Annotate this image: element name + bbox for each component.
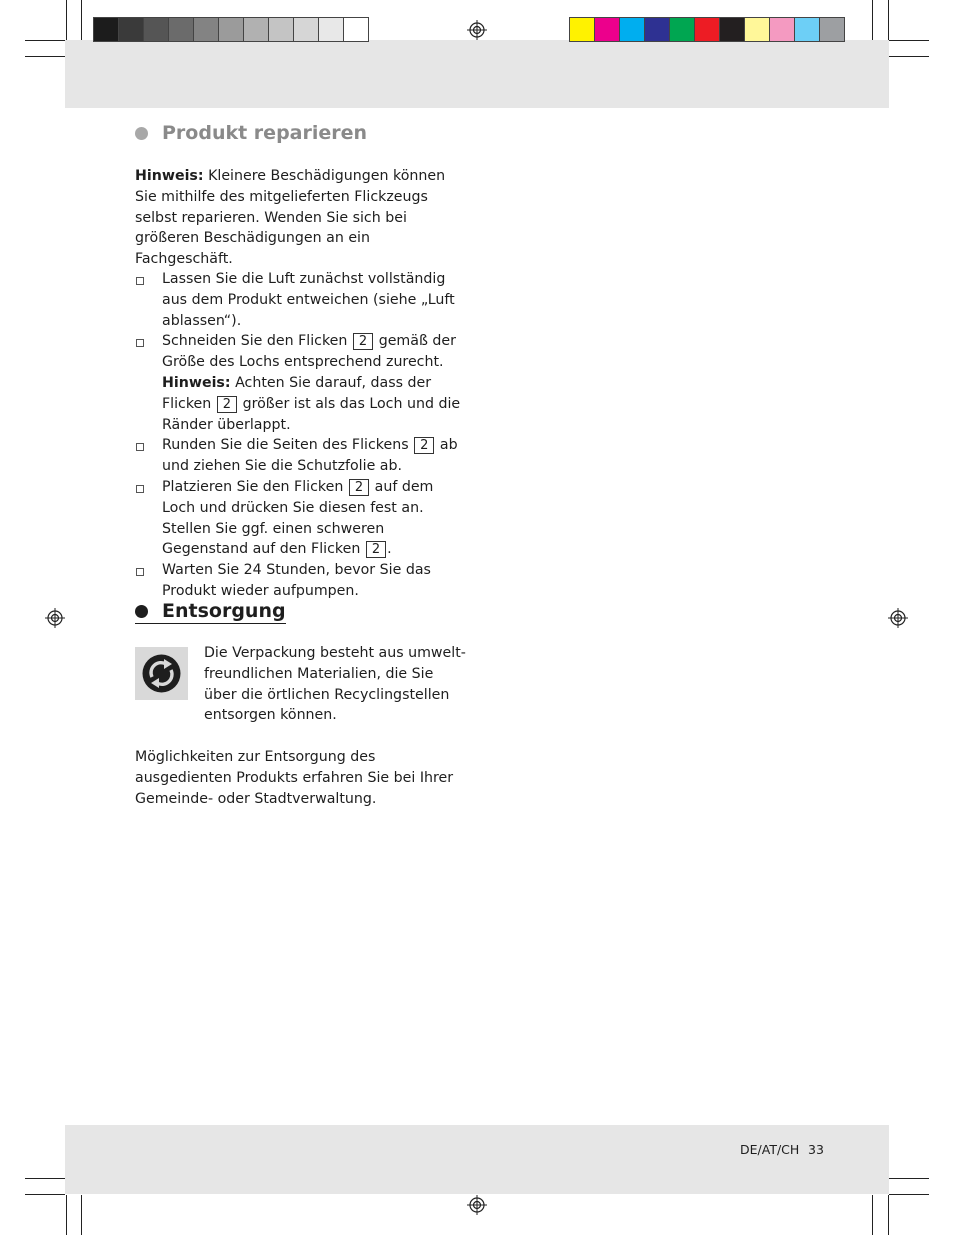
crop-mark (872, 0, 873, 40)
section-title: Produkt reparieren (162, 122, 368, 144)
grayscale-color-bar (93, 17, 368, 42)
part-reference: 2 (353, 333, 373, 350)
crop-mark (25, 56, 65, 57)
list-item (135, 331, 470, 435)
process-color-swatch (769, 17, 795, 42)
step-text: auf dem Loch und drücken Sie diesen fest an. Stellen Sie ggf. einen schweren Gegenstand auf den Flicken (162, 478, 434, 558)
checkbox-bullet-icon (136, 277, 144, 285)
crop-mark (888, 1195, 889, 1235)
process-color-swatch (594, 17, 620, 42)
grayscale-swatch (143, 17, 169, 42)
process-color-swatch (744, 17, 770, 42)
crop-mark (25, 40, 65, 41)
note-text: Kleinere Beschädigungen können Sie mithilfe des mitgelieferten Flickzeugs selbst reparieren. Wenden Sie sich bei größeren Beschädigungen an ein Fachgeschäft. (135, 168, 446, 268)
part-reference: 2 (414, 437, 434, 454)
step-text: gemäß der Größe des Lochs entsprechend zurecht. (162, 333, 456, 371)
green-dot-recycle-icon (135, 647, 188, 700)
part-reference: 2 (349, 479, 369, 496)
header-band (65, 40, 889, 108)
process-color-swatch (819, 17, 845, 42)
registration-mark-icon (467, 20, 487, 40)
process-color-swatch (669, 17, 695, 42)
registration-mark-icon (888, 608, 908, 628)
grayscale-swatch (93, 17, 119, 42)
crop-mark (889, 56, 929, 57)
note-label: Hinweis: (135, 168, 204, 184)
page-number: 33 (808, 1142, 824, 1157)
grayscale-swatch (193, 17, 219, 42)
checkbox-bullet-icon (136, 443, 144, 451)
list-item (135, 435, 470, 477)
step-text: größer ist als das Loch und die Ränder überlappt. (162, 395, 461, 433)
process-color-swatch (694, 17, 720, 42)
repair-note (135, 166, 470, 270)
crop-mark (25, 1194, 65, 1195)
crop-mark (872, 1195, 873, 1235)
grayscale-swatch (318, 17, 344, 42)
grayscale-swatch (268, 17, 294, 42)
crop-mark (66, 0, 67, 40)
step-text: Lassen Sie die Luft zunächst vollständig aus dem Produkt entweichen (siehe „Luft ablassen“). (162, 271, 455, 329)
grayscale-swatch (118, 17, 144, 42)
process-color-swatch (619, 17, 645, 42)
registration-mark-icon (45, 608, 65, 628)
crop-mark (81, 1195, 82, 1235)
recycling-logo (135, 647, 188, 700)
bullet-dot-icon (135, 605, 148, 618)
crop-mark (889, 1178, 929, 1179)
step-text: Schneiden Sie den Flicken (162, 333, 352, 350)
grayscale-swatch (168, 17, 194, 42)
step-text: Achten Sie darauf, dass der Flicken (162, 374, 432, 412)
list-item (135, 269, 470, 331)
step-text: Platzieren Sie den Flicken (162, 478, 348, 495)
list-item (135, 477, 470, 560)
section-title: Entsorgung (162, 600, 286, 622)
process-color-swatch (644, 17, 670, 42)
crop-mark (66, 1195, 67, 1235)
checkbox-bullet-icon (136, 339, 144, 347)
crop-mark (888, 0, 889, 40)
grayscale-swatch (293, 17, 319, 42)
footer-locale: DE/AT/CH (740, 1142, 800, 1157)
disposal-text (135, 747, 470, 809)
grayscale-swatch (243, 17, 269, 42)
crop-mark (81, 0, 82, 40)
repair-steps (135, 269, 470, 602)
process-color-swatch (794, 17, 820, 42)
crop-mark (889, 1194, 929, 1195)
packaging-text (204, 643, 469, 726)
list-item (135, 560, 470, 602)
part-reference: 2 (217, 396, 237, 413)
process-color-bar (569, 17, 844, 42)
note-label: Hinweis: (162, 374, 231, 391)
crop-mark (25, 1178, 65, 1179)
grayscale-swatch (343, 17, 369, 42)
step-text: Warten Sie 24 Stunden, bevor Sie das Produkt wieder aufpumpen. (162, 562, 431, 599)
disposal-paragraph: Möglichkeiten zur Entsorgung des ausgedienten Produkts erfahren Sie bei Ihrer Gemeinde- oder Stadtverwaltung. (135, 749, 454, 807)
bullet-dot-icon (135, 127, 148, 140)
section-heading-disposal (135, 600, 286, 624)
footer-band (65, 1125, 889, 1194)
grayscale-swatch (218, 17, 244, 42)
checkbox-bullet-icon (136, 568, 144, 576)
registration-mark-icon (467, 1195, 487, 1215)
section-heading-repair (135, 122, 367, 144)
step-text: . (387, 541, 392, 558)
crop-mark (889, 40, 929, 41)
step-text: Runden Sie die Seiten des Flickens (162, 437, 414, 454)
packaging-paragraph: Die Verpackung besteht aus umwelt-freundlichen Materialien, die Sie über die örtlichen Recyclingstellen entsorgen können. (204, 645, 466, 724)
checkbox-bullet-icon (136, 485, 144, 493)
process-color-swatch (719, 17, 745, 42)
part-reference: 2 (366, 541, 386, 558)
process-color-swatch (569, 17, 595, 42)
step-text: ab und ziehen Sie die Schutzfolie ab. (162, 437, 458, 475)
